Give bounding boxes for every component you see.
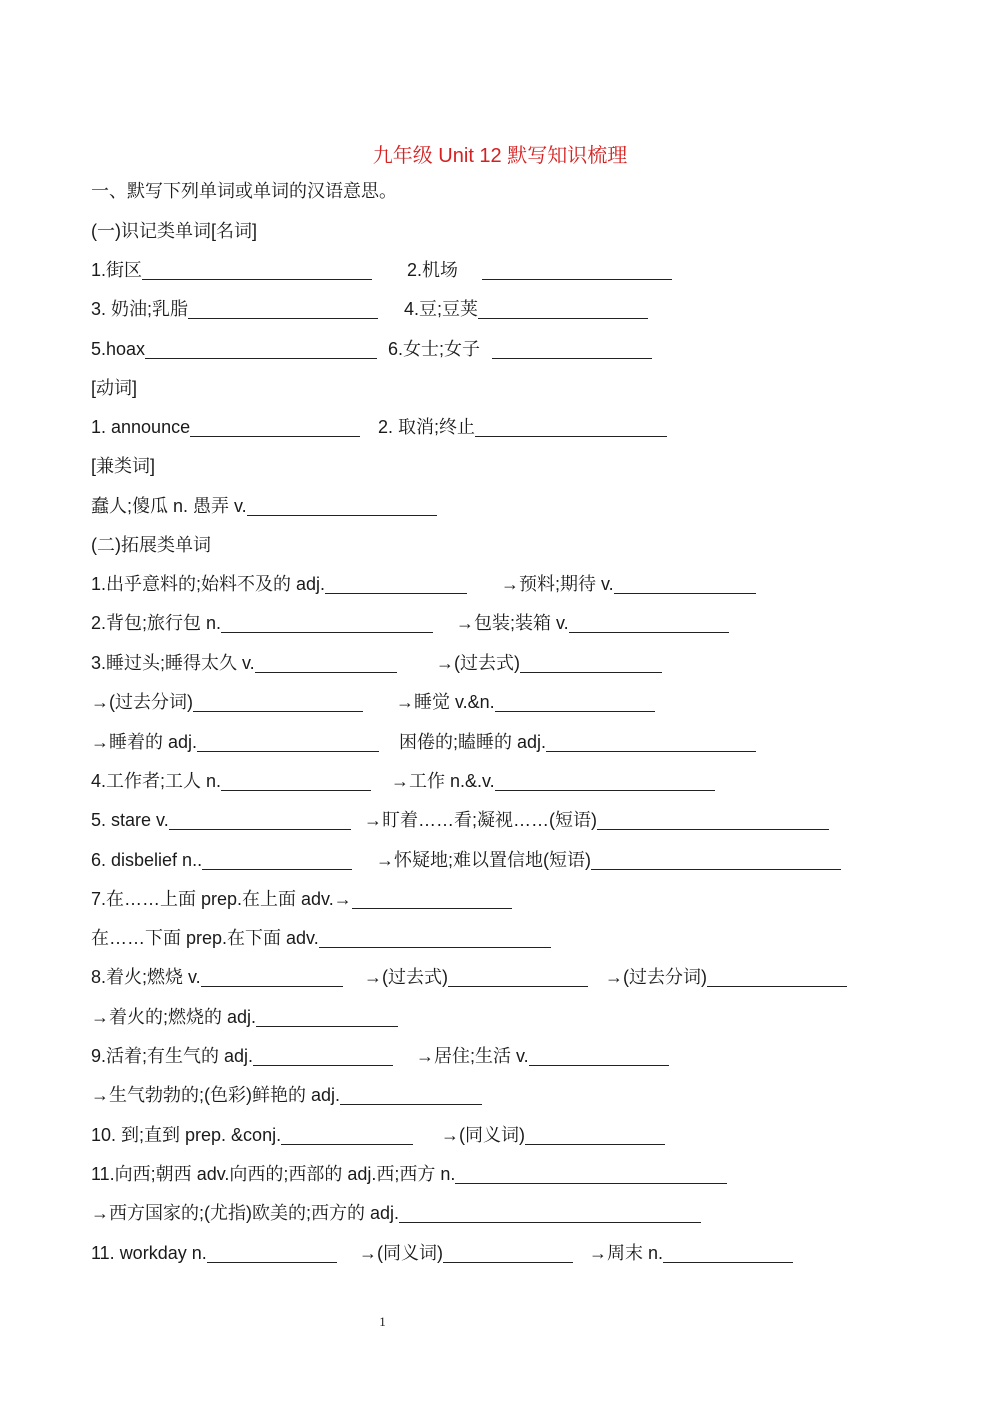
question-label: 8.着火;燃烧 v. — [91, 967, 201, 987]
section-heading — [91, 375, 137, 401]
answer-blank[interactable] — [492, 357, 652, 359]
question-label: →(同义词) — [359, 1243, 443, 1263]
answer-blank[interactable] — [569, 631, 729, 633]
question-label: 11.向西;朝西 adv.向西的;西部的 adj.西;西方 n. — [91, 1164, 456, 1184]
question-label: 1.出乎意料的;始料不及的 adj. — [91, 574, 326, 594]
answer-blank[interactable] — [325, 592, 467, 594]
answer-blank[interactable] — [201, 985, 343, 987]
answer-blank[interactable] — [443, 1261, 573, 1263]
question-label: →睡觉 v.&n. — [396, 692, 495, 712]
question-label: 4.豆;豆荚 — [404, 299, 479, 319]
answer-blank[interactable] — [478, 317, 648, 319]
answer-blank[interactable] — [253, 1064, 393, 1066]
multi-heading: [兼类词] — [91, 456, 156, 476]
answer-blank[interactable] — [614, 592, 756, 594]
question-label: →怀疑地;难以置信地(短语) — [376, 850, 591, 870]
answer-blank[interactable] — [525, 1143, 665, 1145]
section1-heading: (一)识记类单词[名词] — [91, 221, 257, 241]
question-label: 1. announce — [91, 417, 191, 437]
question-label: →(同义词) — [441, 1125, 525, 1145]
section-heading — [91, 218, 257, 244]
answer-blank[interactable] — [340, 1103, 482, 1105]
question-label: 2. 取消;终止 — [378, 417, 476, 437]
answer-blank[interactable] — [145, 357, 377, 359]
answer-blank[interactable] — [207, 1261, 337, 1263]
question-label: →睡着的 adj. — [91, 732, 198, 752]
question-label: 1.街区 — [91, 260, 143, 280]
question-label: 2.背包;旅行包 n. — [91, 613, 222, 633]
question-label: 在……下面 prep.在下面 adv. — [91, 928, 319, 948]
answer-blank[interactable] — [202, 868, 352, 870]
answer-blank[interactable] — [529, 1064, 669, 1066]
question-label: →生气勃勃的;(色彩)鲜艳的 adj. — [91, 1085, 341, 1105]
answer-blank[interactable] — [663, 1261, 793, 1263]
page-number: 1 — [379, 1314, 386, 1329]
verbs-heading: [动词] — [91, 378, 138, 398]
question-label: 9.活着;有生气的 adj. — [91, 1046, 254, 1066]
question-label: →西方国家的;(尤指)欧美的;西方的 adj. — [91, 1203, 400, 1223]
answer-blank[interactable] — [352, 907, 512, 909]
question-label: →盯着……看;凝视……(短语) — [364, 810, 597, 830]
question-label: →包装;装箱 v. — [456, 613, 569, 633]
section-heading — [91, 532, 211, 558]
answer-blank[interactable] — [495, 789, 715, 791]
answer-blank[interactable] — [482, 278, 672, 280]
page-title: 九年级 Unit 12 默写知识梳理 — [372, 145, 628, 167]
question-label: 7.在……上面 prep.在上面 adv.→ — [91, 889, 352, 909]
answer-blank[interactable] — [399, 1221, 701, 1223]
answer-blank[interactable] — [319, 946, 551, 948]
question-label: →(过去式) — [436, 653, 520, 673]
question-label: →周末 n. — [589, 1243, 664, 1263]
instruction — [91, 178, 397, 204]
answer-blank[interactable] — [281, 1143, 413, 1145]
answer-blank[interactable] — [597, 828, 829, 830]
question-label: 5. stare v. — [91, 810, 169, 830]
answer-blank[interactable] — [520, 671, 662, 673]
section2-heading: (二)拓展类单词 — [91, 535, 211, 555]
question-label: 困倦的;瞌睡的 adj. — [399, 732, 547, 752]
question-label: 10. 到;直到 prep. &conj. — [91, 1125, 282, 1145]
question-label: →(过去分词) — [91, 692, 193, 712]
answer-blank[interactable] — [546, 750, 756, 752]
question-label: 6. disbelief n.. — [91, 850, 203, 870]
question-label: 蠢人;傻瓜 n. 愚弄 v. — [91, 496, 247, 516]
question-label: 2.机场 — [407, 260, 459, 280]
question-label: →居住;生活 v. — [416, 1046, 529, 1066]
question-label: 5.hoax — [91, 339, 146, 359]
answer-blank[interactable] — [247, 514, 437, 516]
instruction-text: 一、默写下列单词或单词的汉语意思。 — [91, 181, 397, 201]
answer-blank[interactable] — [495, 710, 655, 712]
answer-blank[interactable] — [448, 985, 588, 987]
question-label: →着火的;燃烧的 adj. — [91, 1007, 257, 1027]
answer-blank[interactable] — [455, 1182, 727, 1184]
question-label: →预料;期待 v. — [501, 574, 614, 594]
answer-blank[interactable] — [221, 631, 433, 633]
answer-blank[interactable] — [197, 750, 379, 752]
question-label: 11. workday n. — [91, 1243, 207, 1263]
answer-blank[interactable] — [221, 789, 371, 791]
answer-blank[interactable] — [188, 317, 378, 319]
answer-blank[interactable] — [193, 710, 363, 712]
question-label: 3. 奶油;乳脂 — [91, 299, 189, 319]
answer-blank[interactable] — [169, 828, 351, 830]
answer-blank[interactable] — [190, 435, 360, 437]
answer-blank[interactable] — [475, 435, 667, 437]
answer-blank[interactable] — [255, 671, 397, 673]
question-label: 6.女士;女子 — [388, 339, 481, 359]
answer-blank[interactable] — [591, 868, 841, 870]
question-label: →(过去式) — [364, 967, 448, 987]
answer-blank[interactable] — [256, 1025, 398, 1027]
question-label: →工作 n.&.v. — [391, 771, 495, 791]
section-heading — [91, 453, 155, 479]
question-label: 4.工作者;工人 n. — [91, 771, 222, 791]
answer-blank[interactable] — [142, 278, 372, 280]
question-label: →(过去分词) — [605, 967, 707, 987]
question-label: 3.睡过头;睡得太久 v. — [91, 653, 255, 673]
answer-blank[interactable] — [707, 985, 847, 987]
